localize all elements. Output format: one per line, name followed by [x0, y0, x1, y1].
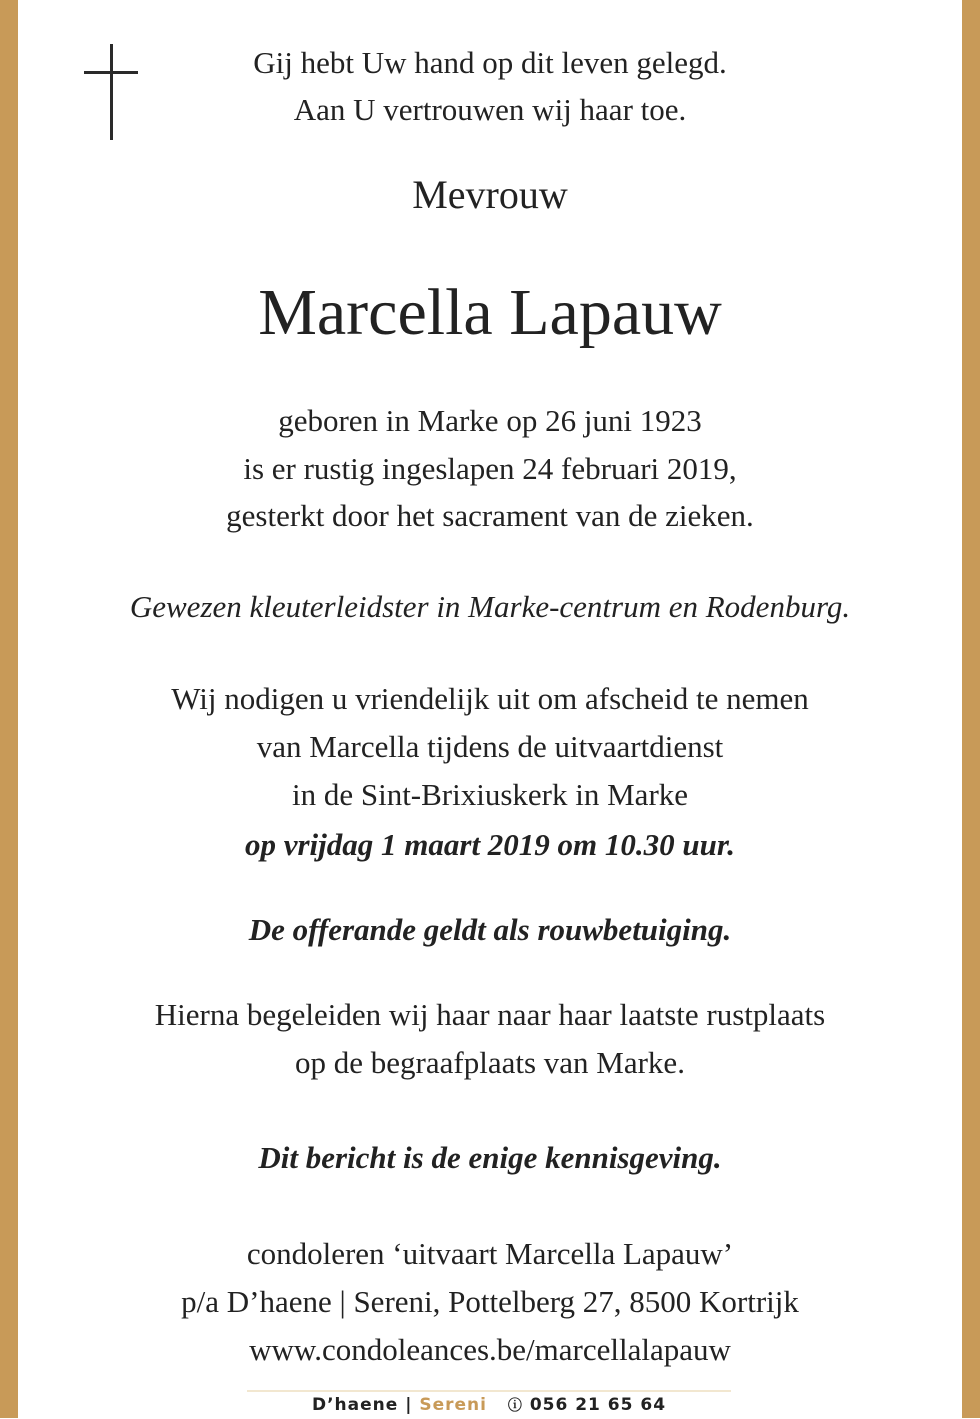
- condolences-line-1: condoleren ‘uitvaart Marcella Lapauw’: [246, 1236, 734, 1271]
- footer-brand-sereni: Sereni: [419, 1395, 487, 1415]
- burial-line-2: op de begraafplaats van Marke.: [295, 1045, 685, 1080]
- life-line-3: gesterkt door het sacrament van de zieken.: [226, 498, 754, 533]
- invitation-line-2: van Marcella tijdens de uitvaartdienst: [256, 729, 724, 764]
- occupation: Gewezen kleuterleidster in Marke-centrum en Rodenburg.: [129, 589, 851, 624]
- deceased-name: Marcella Lapauw: [258, 276, 722, 349]
- footer-separator: |: [405, 1395, 413, 1415]
- service-date: op vrijdag 1 maart 2019 om 10.30 uur.: [244, 827, 736, 862]
- funeral-home-footer: [247, 1390, 731, 1418]
- mourning-card: [18, 0, 962, 1418]
- notice: Dit bericht is de enige kennisgeving.: [258, 1140, 722, 1175]
- life-line-1: geboren in Marke op 26 juni 1923: [278, 403, 702, 438]
- salutation: Mevrouw: [412, 172, 568, 217]
- offering-note: De offerande geldt als rouwbetuiging.: [248, 912, 732, 947]
- condolences-address: p/a D’haene | Sereni, Pottelberg 27, 8500 Kortrijk: [181, 1284, 799, 1319]
- footer-phone: 056 21 65 64: [529, 1395, 667, 1415]
- life-line-2: is er rustig ingeslapen 24 februari 2019,: [243, 451, 737, 486]
- invitation-line-3: in de Sint-Brixiuskerk in Marke: [291, 777, 689, 812]
- verse-line-2: Aan U vertrouwen wij haar toe.: [293, 92, 687, 127]
- invitation-line-1: Wij nodigen u vriendelijk uit om afscheid te nemen: [171, 681, 809, 716]
- footer-brand-dhaene: D’haene: [311, 1395, 399, 1415]
- verse-line-1: Gij hebt Uw hand op dit leven gelegd.: [253, 45, 727, 80]
- burial-line-1: Hierna begeleiden wij haar naar haar laatste rustplaats: [154, 997, 826, 1032]
- phone-icon: ⓘ: [507, 1398, 523, 1414]
- condolences-website[interactable]: www.condoleances.be/marcellalapauw: [249, 1332, 731, 1367]
